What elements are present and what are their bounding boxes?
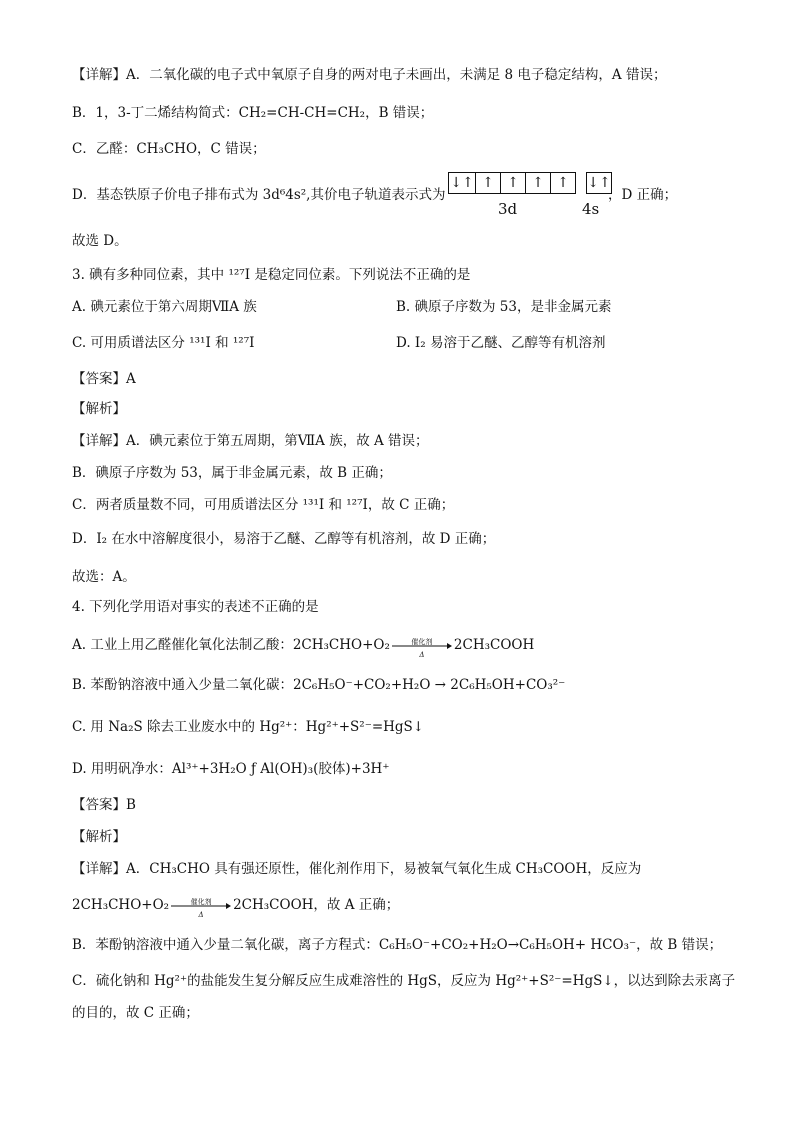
- q2-explanation-d: D．基态铁原子价电子排布式为 3d⁶4s²,其价电子轨道表示式为: [72, 187, 446, 203]
- q3-analysis: 【解析】: [72, 401, 126, 417]
- q4-option-b: B. 苯酚钠溶液中通入少量二氧化碳：2C₆H₅O⁻+CO₂+H₂O → 2C₆H₅OH+CO₃²⁻: [72, 677, 566, 693]
- catalyst-arrow-icon: 催化剂 Δ: [171, 899, 231, 913]
- q4-explanation-c-cont: 的目的，故 C 正确；: [72, 1005, 199, 1021]
- q4-explanation-c: C．硫化钠和 Hg²⁺的盐能发生复分解反应生成难溶性的 HgS，反应为 Hg²⁺+S²⁻=HgS↓，以达到除去汞离子: [72, 973, 736, 989]
- q2-explanation-d-suffix: ，D 正确；: [608, 187, 678, 203]
- q3-answer: 【答案】A: [72, 371, 136, 387]
- q3-conclusion: 故选：A。: [72, 569, 136, 585]
- q2-explanation-b: B．1，3-丁二烯结构简式：CH₂=CH-CH=CH₂，B 错误；: [72, 105, 434, 121]
- q3-explanation-c: C．两者质量数不同，可用质谱法区分 ¹³¹I 和 ¹²⁷I，故 C 正确；: [72, 497, 455, 513]
- q3-option-d: D. I₂ 易溶于乙醚、乙醇等有机溶剂: [396, 335, 606, 351]
- q3-explanation-a: 【详解】A．碘元素位于第五周期，第ⅦA 族，故 A 错误；: [72, 433, 429, 449]
- q2-conclusion: 故选 D。: [72, 233, 128, 249]
- label-3d: 3d: [498, 200, 518, 218]
- q4-explanation-b: B．苯酚钠溶液中通入少量二氧化碳，离子方程式：C₆H₅O⁻+CO₂+H₂O→C₆H₅OH+ HCO₃⁻，故 B 错误；: [72, 937, 723, 953]
- q4-option-d: D. 用明矾净水：Al³⁺+3H₂O ƒ Al(OH)₃(胶体)+3H⁺: [72, 761, 390, 777]
- q3-explanation-b: B．碘原子序数为 53，属于非金属元素，故 B 正确；: [72, 465, 392, 481]
- q4-explanation-a: 【详解】A．CH₃CHO 具有强还原性，催化剂作用下，易被氧气氧化生成 CH₃COOH，反应为: [72, 861, 642, 877]
- q4-explanation-a-equation: 2CH₃CHO+O₂ 催化剂 Δ 2CH₃COOH，故 A 正确；: [72, 897, 400, 919]
- q4-option-a: A. 工业上用乙醛催化氧化法制乙酸：2CH₃CHO+O₂ 催化剂 Δ 2CH₃COOH: [72, 637, 535, 659]
- document-page: 【详解】A．二氧化碳的电子式中氧原子自身的两对电子未画出，未满足 8 电子稳定结构，A 错误； B．1，3-丁二烯结构简式：CH₂=CH-CH=CH₂，B 错误； C．乙醛：CH₃CHO，C 错误； D．基态铁原子价电子排布式为 3d⁶4s²,其价电子轨道表示式为 ，D 正确； ↓↑ ↑ ↑ ↑ ↑ ↓↑ 3d 4s 故选 D。 3. 碘有多种同位素，其中 ¹²⁷I 是稳定同位素。下列说法不正确的是 A. 碘元素位于第六周期ⅦA 族 B. 碘原子序数为 53，是非金属元素 C. 可用质谱法区分 ¹³¹I 和 ¹²⁷I D. I₂ 易溶于乙醚、乙醇等有机溶剂 【答案】A 【解析】 【详解】A．碘元素位于第五周期，第ⅦA 族，故 A 错误； B．碘原子序数为 53，属于非金属元素，故 B 正确； C．两者质量数不同，可用质谱法区分 ¹³¹I 和 ¹²⁷I，故 C 正确； D．I₂ 在水中溶解度很小，易溶于乙醚、乙醇等有机溶剂，故 D 正确； 故选：A。 4. 下列化学用语对事实的表述不正确的是 A. 工业上用乙醛催化氧化法制乙酸：2CH₃CHO+O₂ 催化剂 Δ 2CH₃COOH B. 苯酚钠溶液中通入少量二氧化碳：2C₆H₅O⁻+CO₂+H₂O → 2C₆H₅OH+CO₃²⁻ C. 用 Na₂S 除去工业废水中的 Hg²⁺：Hg²⁺+S²⁻=HgS↓ D. 用明矾净水：Al³⁺+3H₂O ƒ Al(OH)₃(胶体)+3H⁺ 【答案】B 【解析】 【详解】A．CH₃CHO 具有强还原性，催化剂作用下，易被氧气氧化生成 CH₃COOH，反应为 2CH₃CHO+O₂ 催化剂 Δ 2CH₃COOH，故 A 正确； B．苯酚钠溶液中通入少量二氧化碳，离子方程式：C₆H₅O⁻+CO₂+H₂O→C₆H₅OH+ HCO₃⁻，故 B 错误； C．硫化钠和 Hg²⁺的盐能发生复分解反应生成难溶性的 HgS，反应为 Hg²⁺+S²⁻=HgS↓，以达到除去汞离子 的目的，故 C 正确；: [72, 67, 736, 1021]
- label-4s: 4s: [582, 200, 600, 218]
- q3-option-a: A. 碘元素位于第六周期ⅦA 族: [72, 299, 257, 315]
- q3-stem: 3. 碘有多种同位素，其中 ¹²⁷I 是稳定同位素。下列说法不正确的是: [72, 267, 471, 283]
- catalyst-arrow-icon: 催化剂 Δ: [392, 639, 452, 653]
- q2-explanation-c: C．乙醛：CH₃CHO，C 错误；: [72, 141, 266, 157]
- q4-answer: 【答案】B: [72, 797, 136, 813]
- q4-option-c: C. 用 Na₂S 除去工业废水中的 Hg²⁺：Hg²⁺+S²⁻=HgS↓: [72, 719, 425, 735]
- q4-stem: 4. 下列化学用语对事实的表述不正确的是: [72, 599, 319, 615]
- q3-option-b: B. 碘原子序数为 53，是非金属元素: [396, 299, 612, 315]
- q3-option-c: C. 可用质谱法区分 ¹³¹I 和 ¹²⁷I: [72, 335, 255, 351]
- q4-analysis: 【解析】: [72, 829, 126, 845]
- q2-explanation-a: 【详解】A．二氧化碳的电子式中氧原子自身的两对电子未画出，未满足 8 电子稳定结构，A 错误；: [72, 67, 667, 83]
- q3-explanation-d: D．I₂ 在水中溶解度很小，易溶于乙醚、乙醇等有机溶剂，故 D 正确；: [72, 531, 496, 547]
